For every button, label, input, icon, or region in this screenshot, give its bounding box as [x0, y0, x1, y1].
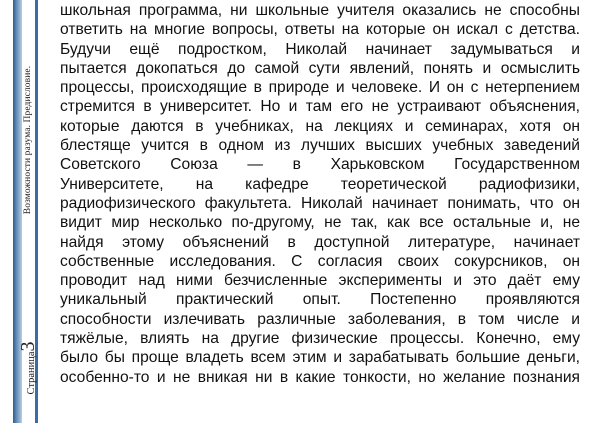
section-title: Возможности разума. Предисловие. [23, 65, 33, 215]
page-marker [18, 341, 38, 394]
text-line: было бы проще владеть всем этим и зарабатывать большие деньги, [60, 349, 580, 367]
main-text-area [60, 0, 580, 423]
text-line: найдя этому объяснений в доступной литературе, начинает [60, 233, 580, 251]
body-paragraph [60, 0, 580, 387]
text-line: Советского Союза — в Харьковском Государственном [60, 156, 580, 174]
text-line: ответить на многие вопросы, ответы на которые он искал с детства. [60, 21, 580, 39]
page-label: Страница [26, 351, 37, 395]
text-line: способности излечивать различные заболевания, в том числе и [60, 310, 580, 328]
page-number: 3 [17, 341, 39, 352]
text-line: стремится в университет. Но и там его не устраивают объяснения, [60, 98, 580, 116]
text-line: тяжёлые, влиять на другие физические процессы. Конечно, ему [60, 330, 580, 348]
text-line: видит мир несколько по-другому, не так, как все остальные и, не [60, 214, 580, 232]
text-line: радиофизического факультета. Николай начинает понимать, что он [60, 194, 580, 212]
text-line: уникальный практический опыт. Постепенно проявляются [60, 291, 580, 309]
text-line: которые даются в учебниках, на лекциях и семинарах, хотя он [60, 117, 580, 135]
text-line: процессы, происходящие в природе и человеке. И он с нетерпением [60, 79, 580, 97]
text-line: особенно-то и не вникая ни в какие тонкости, но желание познания [60, 368, 580, 386]
text-line: пытается докопаться до самой сути явлений, понять и осмыслить [60, 59, 580, 77]
text-line: собственные исследования. С согласия своих сокурсников, он [60, 252, 580, 270]
text-line: Университете, на кафедре теоретической радиофизики, [60, 175, 580, 193]
text-line: школьная программа, ни школьные учителя оказались не способны [60, 2, 580, 19]
text-line: Будучи ещё подростком, Николай начинает задумываться и [60, 40, 580, 58]
text-line: блестяще учится в одном из лучших высших учебных заведений [60, 137, 580, 155]
page-sidebar [0, 0, 42, 423]
text-line: проводит над ними безчисленные эксперименты и это даёт ему [60, 272, 580, 290]
